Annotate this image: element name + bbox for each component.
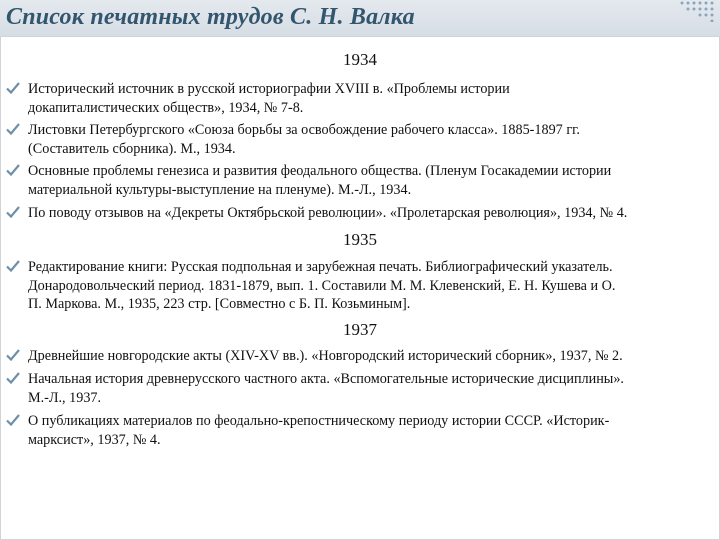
list-item xyxy=(0,347,715,366)
entry-text: Редактирование книги: Русская подпольная и зарубежная печать. Библиографический указатель. Донародовольческий период. 1831-1879, вып. 1. Составили М. М. Клевенский, Е. Н. Кушева и О. П. Маркова. М., 1935, 223 стр. [Совместно с Б. П. Козьминым]. xyxy=(28,259,616,312)
list-item xyxy=(0,412,715,449)
title-bar xyxy=(0,0,720,37)
year-heading-1937: 1937 xyxy=(343,320,377,339)
year-heading-1935: 1935 xyxy=(343,230,377,249)
checkmark-icon xyxy=(6,413,20,427)
page-title: Список печатных трудов С. Н. Валка xyxy=(6,4,415,30)
checkmark-icon xyxy=(6,348,20,362)
entry-text: Исторический источник в русской историографии XVIII в. «Проблемы истории докапиталистических обществ», 1934, № 7-8. xyxy=(28,81,510,116)
entry-text: Листовки Петербургского «Союза борьбы за освобождение рабочего класса». 1885-1897 гг. (Составитель сборника). М., 1934. xyxy=(28,122,580,157)
checkmark-icon xyxy=(6,122,20,136)
list-item xyxy=(0,162,715,199)
list-item xyxy=(0,370,715,407)
entry-text: Начальная история древнерусского частного акта. «Вспомогательные исторические дисциплины». М.-Л., 1937. xyxy=(28,371,624,406)
list-item xyxy=(0,258,715,314)
entry-text: Основные проблемы генезиса и развития феодального общества. (Пленум Госакадемии истории материальной культуры-выступление на пленуме). М.-Л., 1934. xyxy=(28,163,612,198)
entry-text: Древнейшие новгородские акты (XIV-XV вв.). «Новгородский исторический сборник», 1937, № 2. xyxy=(28,348,623,364)
checkmark-icon xyxy=(6,205,20,219)
list-item xyxy=(0,80,715,117)
list-item xyxy=(0,121,715,158)
checkmark-icon xyxy=(6,81,20,95)
checkmark-icon xyxy=(6,163,20,177)
checkmark-icon xyxy=(6,371,20,385)
entry-text: О публикациях материалов по феодально-крепостническому периоду истории СССР. «Историк- марксист», 1937, № 4. xyxy=(28,413,610,448)
year-heading-1934: 1934 xyxy=(343,50,377,69)
corner-ornament-icon xyxy=(676,0,716,22)
entry-text: По поводу отзывов на «Декреты Октябрьской революции». «Пролетарская революция», 1934, № 4. xyxy=(28,205,628,221)
list-item xyxy=(0,204,715,223)
checkmark-icon xyxy=(6,259,20,273)
